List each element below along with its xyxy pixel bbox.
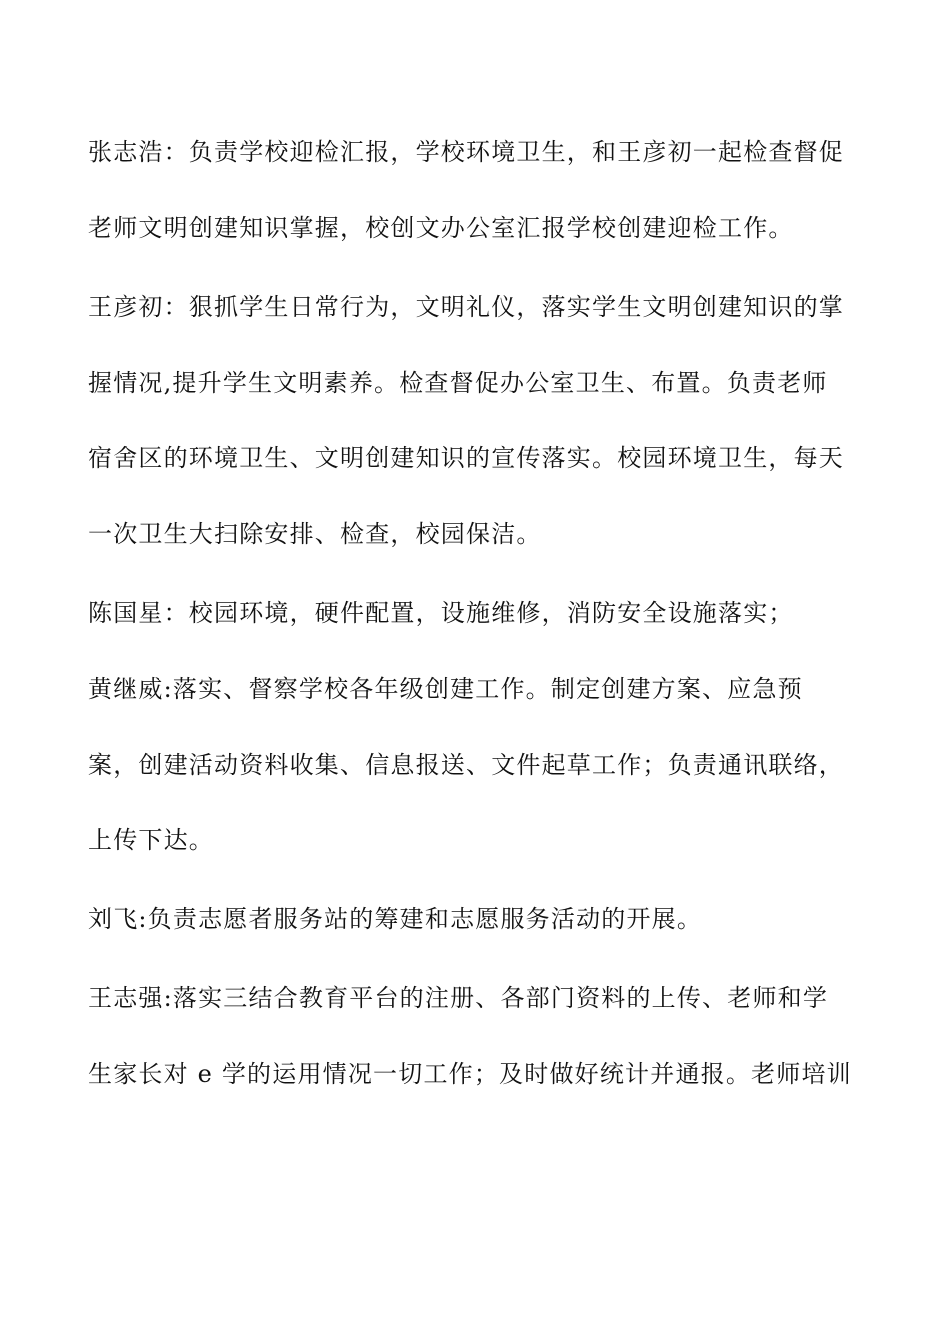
text-line: 老师文明创建知识掌握，校创文办公室汇报学校创建迎检工作。 <box>88 214 794 242</box>
text-line: 陈国星：校园环境，硬件配置，设施维修，消防安全设施落实； <box>88 599 794 627</box>
text-line: 生家长对 e 学的运用情况一切工作；及时做好统计并通报。老师培训 <box>88 1060 852 1088</box>
text-line: 张志浩：负责学校迎检汇报，学校环境卫生，和王彦初一起检查督促 <box>88 138 844 166</box>
text-line: 王志强:落实三结合教育平台的注册、各部门资料的上传、老师和学 <box>88 984 829 1012</box>
text-line: 上传下达。 <box>88 826 214 854</box>
text-line: 王彦初：狠抓学生日常行为，文明礼仪，落实学生文明创建知识的掌 <box>88 293 844 321</box>
text-line: 刘飞:负责志愿者服务站的筹建和志愿服务活动的开展。 <box>88 905 703 933</box>
text-line: 握情况,提升学生文明素养。检查督促办公室卫生、布置。负责老师 <box>88 369 828 397</box>
text-line: 黄继威:落实、督察学校各年级创建工作。制定创建方案、应急预 <box>88 675 803 703</box>
text-line: 宿舍区的环境卫生、文明创建知识的宣传落实。校园环境卫生，每天 <box>88 444 844 472</box>
text-line: 案，创建活动资料收集、信息报送、文件起草工作；负责通讯联络， <box>88 751 844 779</box>
text-line: 一次卫生大扫除安排、检查，校园保洁。 <box>88 520 542 548</box>
